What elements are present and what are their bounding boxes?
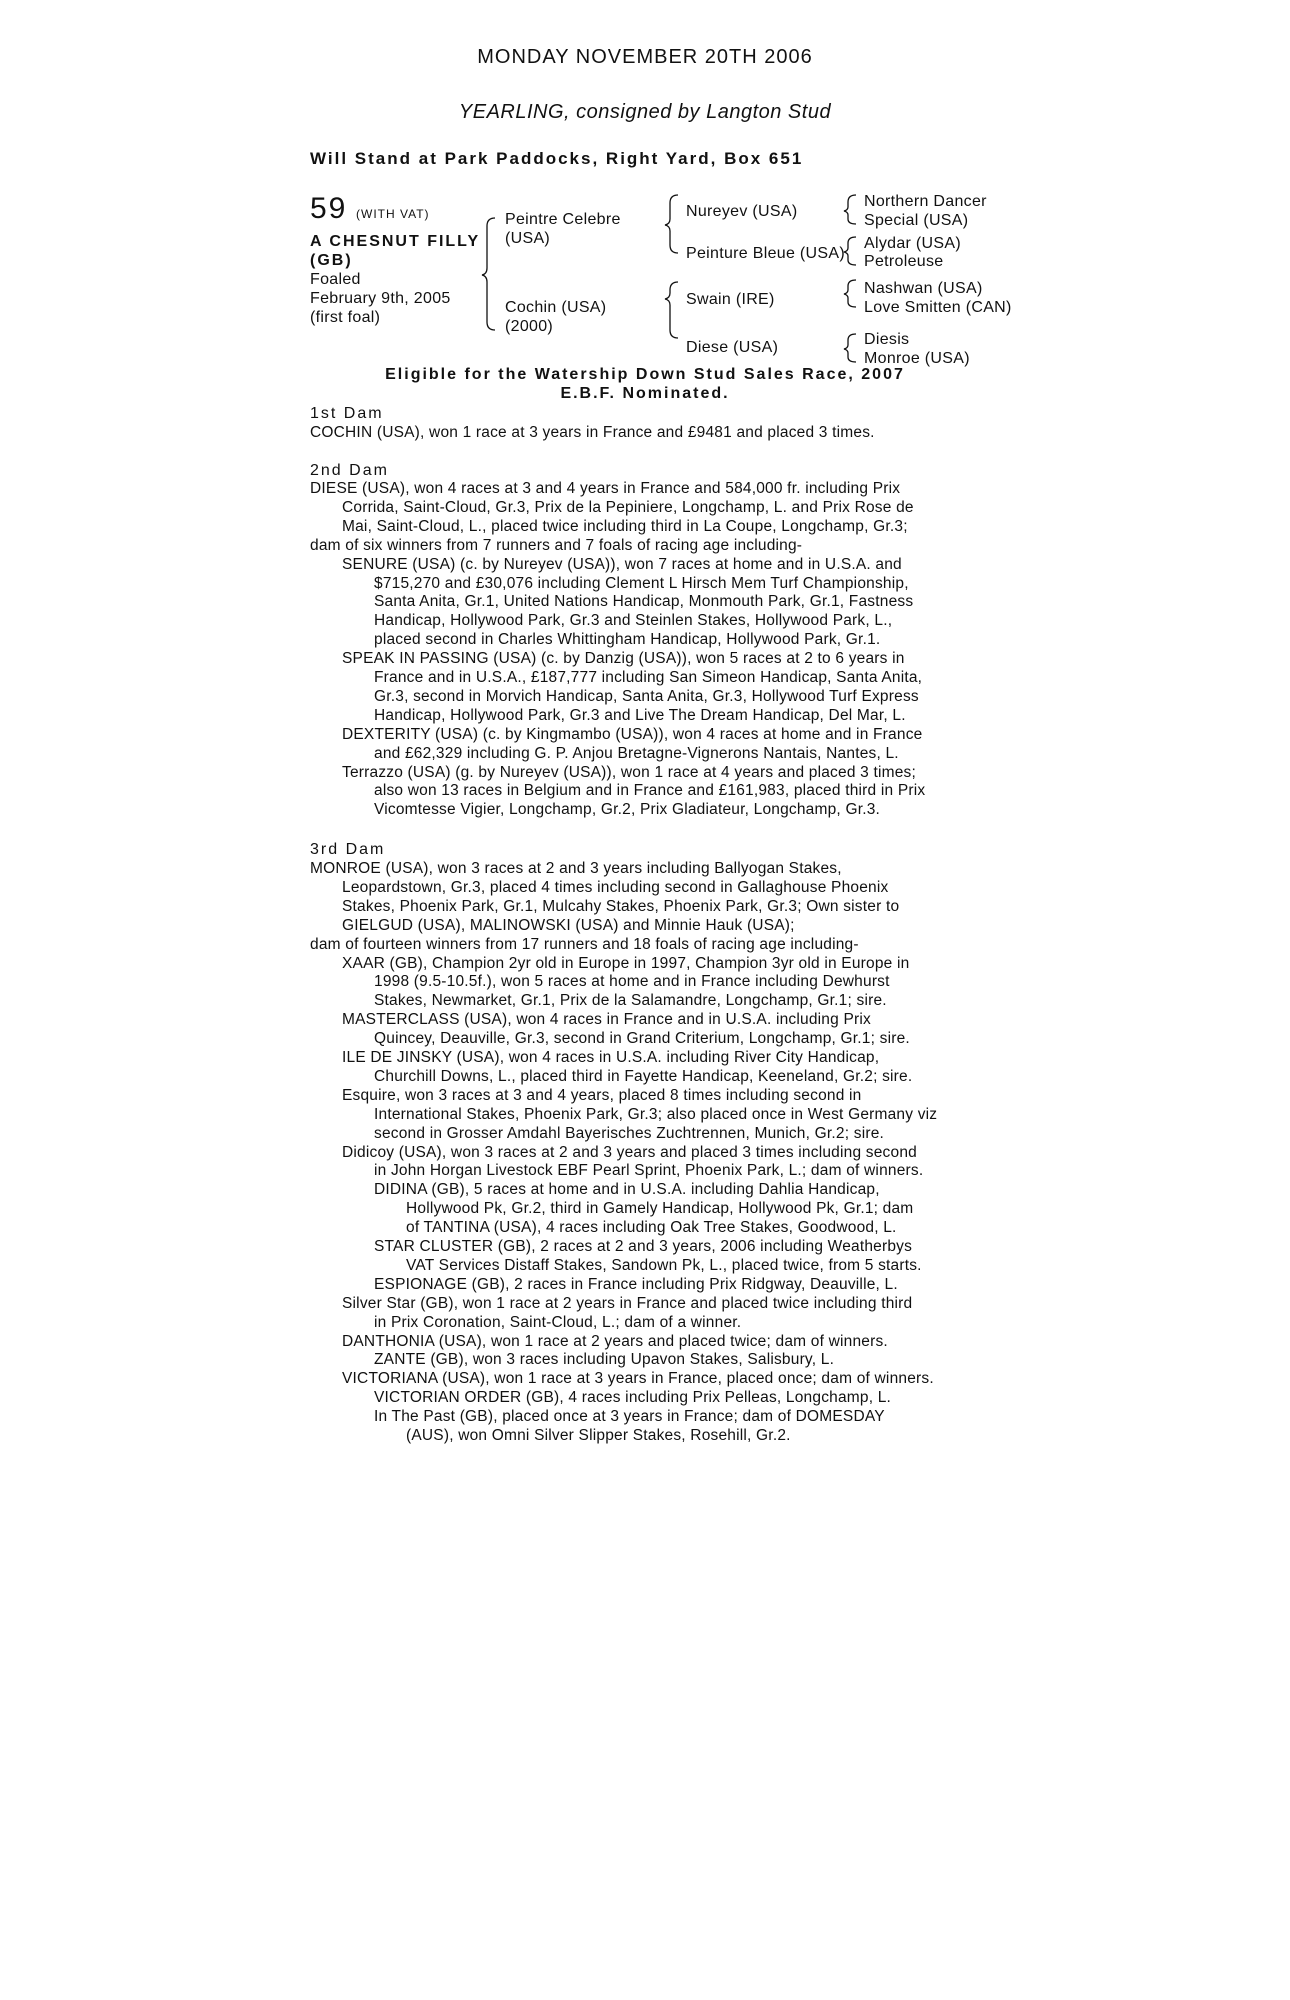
ggen-5: Nashwan (USA) <box>864 280 983 297</box>
dam-sire: Swain (IRE) <box>686 291 775 308</box>
record-line: Terrazzo (USA) (g. by Nureyev (USA)), won 1 race at 4 years and placed 3 times; <box>342 763 917 781</box>
first-foal-note: (first foal) <box>310 309 381 326</box>
record-line: Silver Star (GB), won 1 race at 2 years in France and placed twice including third <box>342 1294 913 1312</box>
record-line: also won 13 races in Belgium and in France and £161,983, placed third in Prix <box>374 782 926 800</box>
record-line: ILE DE JINSKY (USA), won 4 races in U.S.A. including River City Handicap, <box>342 1049 880 1066</box>
record-line: XAAR (GB), Champion 2yr old in Europe in 1997, Champion 3yr old in Europe in <box>342 954 910 972</box>
record-line: MONROE (USA), won 3 races at 2 and 3 years including Ballyogan Stakes, <box>310 860 842 877</box>
first-dam-heading: 1st Dam <box>310 405 384 422</box>
record-line: Didicoy (USA), won 3 races at 2 and 3 years and placed 3 times including second <box>342 1143 917 1161</box>
horse-origin: (GB) <box>310 252 353 269</box>
record-line: Quincey, Deauville, Gr.3, second in Grand Criterium, Longchamp, Gr.1; sire. <box>374 1030 910 1048</box>
record-line: ZANTE (GB), won 3 races including Upavon Stakes, Salisbury, L. <box>374 1351 835 1369</box>
record-line: STAR CLUSTER (GB), 2 races at 2 and 3 years, 2006 including Weatherbys <box>374 1238 913 1255</box>
record-line: DIDINA (GB), 5 races at home and in U.S.A. including Dahlia Handicap, <box>374 1181 880 1199</box>
ggen-6: Love Smitten (CAN) <box>864 299 1012 316</box>
pedigree-brackets <box>0 0 1290 380</box>
record-line: VICTORIANA (USA), won 1 race at 3 years in France, placed once; dam of winners. <box>342 1370 934 1388</box>
ggen-2: Special (USA) <box>864 212 969 229</box>
record-line: in Prix Coronation, Saint-Cloud, L.; dam of a winner. <box>374 1313 742 1331</box>
sire-dam: Peinture Bleue (USA) <box>686 245 845 262</box>
sale-date: MONDAY NOVEMBER 20TH 2006 <box>477 46 813 68</box>
ggen-4: Petroleuse <box>864 253 944 270</box>
record-line: 1998 (9.5-10.5f.), won 5 races at home and in France including Dewhurst <box>374 973 890 991</box>
foaled-date: February 9th, 2005 <box>310 290 451 307</box>
record-line: VICTORIAN ORDER (GB), 4 races including Prix Pelleas, Longchamp, L. <box>374 1389 892 1407</box>
record-line: Mai, Saint-Cloud, L., placed twice including third in La Coupe, Longchamp, Gr.3; <box>342 517 908 535</box>
record-line: DANTHONIA (USA), won 1 race at 2 years and placed twice; dam of winners. <box>342 1332 888 1350</box>
record-line: (AUS), won Omni Silver Slipper Stakes, Rosehill, Gr.2. <box>406 1427 791 1444</box>
record-line: Stakes, Phoenix Park, Gr.1, Mulcahy Stakes, Phoenix Park, Gr.3; Own sister to <box>342 897 900 915</box>
ebf-line: E.B.F. Nominated. <box>560 385 730 402</box>
record-line: Churchill Downs, L., placed third in Fayette Handicap, Keeneland, Gr.2; sire. <box>374 1067 913 1085</box>
ggen-8: Monroe (USA) <box>864 350 970 367</box>
record-line: France and in U.S.A., £187,777 including San Simeon Handicap, Santa Anita, <box>374 669 923 686</box>
eligibility-line: Eligible for the Watership Down Stud Sales Race, 2007 <box>385 366 905 383</box>
record-line: MASTERCLASS (USA), won 4 races in France and in U.S.A. including Prix <box>342 1011 871 1029</box>
record-line: and £62,329 including G. P. Anjou Bretagne-Vignerons Nantais, Nantes, L. <box>374 744 899 762</box>
record-line: Corrida, Saint-Cloud, Gr.3, Prix de la Pepiniere, Longchamp, L. and Prix Rose de <box>342 498 914 516</box>
record-line: Esquire, won 3 races at 3 and 4 years, placed 8 times including second in <box>342 1086 862 1104</box>
dam-dam: Diese (USA) <box>686 339 779 356</box>
record-line: DIESE (USA), won 4 races at 3 and 4 years in France and 584,000 fr. including Prix <box>310 480 901 497</box>
record-line: International Stakes, Phoenix Park, Gr.3; also placed once in West Germany viz <box>374 1105 938 1123</box>
sire-sire: Nureyev (USA) <box>686 203 798 220</box>
horse-description: A CHESNUT FILLY <box>310 233 481 250</box>
record-line: Gr.3, second in Morvich Handicap, Santa Anita, Gr.3, Hollywood Turf Express <box>374 687 919 705</box>
record-line: Santa Anita, Gr.1, United Nations Handicap, Monmouth Park, Gr.1, Fastness <box>374 593 914 611</box>
lot-number: 59 <box>310 192 348 225</box>
record-line: SENURE (USA) (c. by Nureyev (USA)), won 7 races at home and in U.S.A. and <box>342 555 902 573</box>
ggen-7: Diesis <box>864 331 910 348</box>
ggen-1: Northern Dancer <box>864 193 987 210</box>
record-line: VAT Services Distaff Stakes, Sandown Pk, L., placed twice, from 5 starts. <box>406 1256 922 1274</box>
foaled-label: Foaled <box>310 271 361 288</box>
record-line: dam of fourteen winners from 17 runners and 18 foals of racing age including- <box>310 935 859 953</box>
consignment-line: YEARLING, consigned by Langton Stud <box>458 101 832 123</box>
record-line: in John Horgan Livestock EBF Pearl Sprint, Phoenix Park, L.; dam of winners. <box>374 1162 924 1180</box>
record-line: ESPIONAGE (GB), 2 races in France including Prix Ridgway, Deauville, L. <box>374 1275 898 1293</box>
record-line: GIELGUD (USA), MALINOWSKI (USA) and Minnie Hauk (USA); <box>342 916 795 934</box>
dam-name: Cochin (USA) <box>505 299 607 316</box>
record-line: of TANTINA (USA), 4 races including Oak Tree Stakes, Goodwood, L. <box>406 1219 897 1237</box>
record-line: Hollywood Pk, Gr.2, third in Gamely Handicap, Hollywood Pk, Gr.1; dam <box>406 1200 914 1218</box>
ggen-3: Alydar (USA) <box>864 235 961 252</box>
record-line: Leopardstown, Gr.3, placed 4 times including second in Gallaghouse Phoenix <box>342 878 889 896</box>
record-line: $715,270 and £30,076 including Clement L Hirsch Mem Turf Championship, <box>374 574 909 592</box>
record-line: In The Past (GB), placed once at 3 years in France; dam of DOMESDAY <box>374 1408 885 1426</box>
third-dam-heading: 3rd Dam <box>310 841 386 858</box>
record-line: Handicap, Hollywood Park, Gr.3 and Live The Dream Handicap, Del Mar, L. <box>374 706 906 724</box>
sire <box>505 210 621 248</box>
second-dam-heading: 2nd Dam <box>310 462 389 479</box>
record-line: dam of six winners from 7 runners and 7 foals of racing age including- <box>310 536 803 554</box>
dam-year: (2000) <box>505 318 554 335</box>
record-line: Vicomtesse Vigier, Longchamp, Gr.2, Prix Gladiateur, Longchamp, Gr.3. <box>374 801 881 819</box>
dam <box>505 298 606 336</box>
record-line: Stakes, Newmarket, Gr.1, Prix de la Salamandre, Longchamp, Gr.1; sire. <box>374 992 887 1010</box>
sire-name: Peintre Celebre <box>505 211 621 228</box>
sire-origin: (USA) <box>505 230 551 247</box>
first-dam-line: COCHIN (USA), won 1 race at 3 years in France and £9481 and placed 3 times. <box>310 424 875 441</box>
stand-location: Will Stand at Park Paddocks, Right Yard, Box 651 <box>310 149 804 168</box>
record-line: second in Grosser Amdahl Bayerisches Zuchtrennen, Munich, Gr.2; sire. <box>374 1124 885 1142</box>
record-line: Handicap, Hollywood Park, Gr.3 and Steinlen Stakes, Hollywood Park, L., <box>374 612 893 630</box>
record-line: DEXTERITY (USA) (c. by Kingmambo (USA)), won 4 races at home and in France <box>342 725 923 743</box>
record-line: SPEAK IN PASSING (USA) (c. by Danzig (USA)), won 5 races at 2 to 6 years in <box>342 650 905 668</box>
record-line: placed second in Charles Whittingham Handicap, Hollywood Park, Gr.1. <box>374 631 881 649</box>
vat-note: (WITH VAT) <box>356 207 430 221</box>
